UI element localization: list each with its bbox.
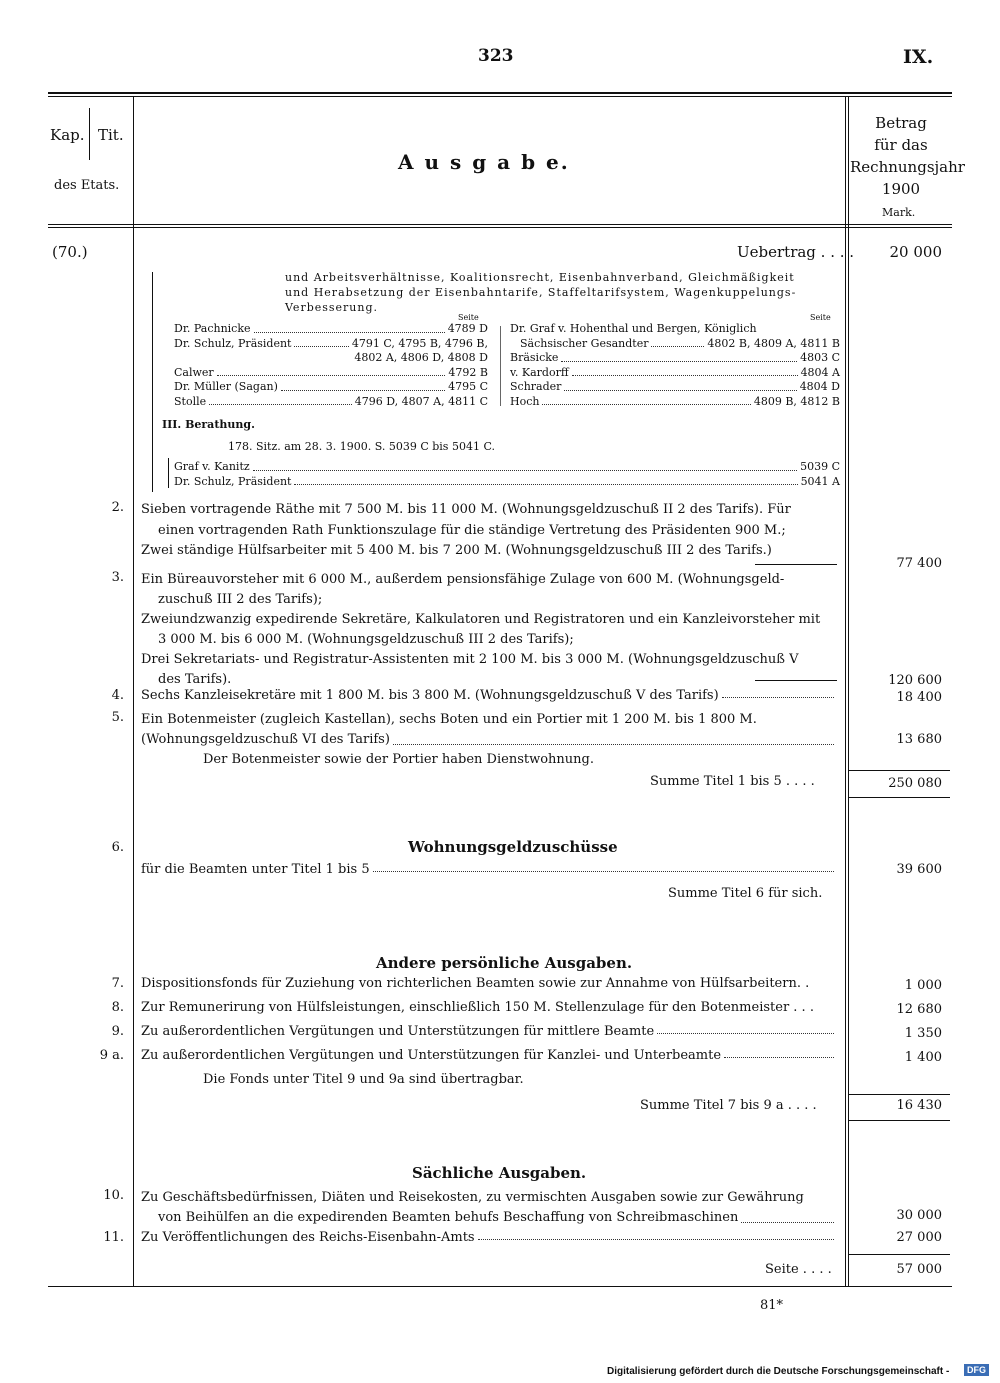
speaker-row: Dr. Schulz, Präsident 4791 C, 4795 B, 4796 B, — [174, 336, 488, 350]
amount-6: 39 600 — [896, 862, 942, 877]
item-7-text: Dispositionsfonds für Zuziehung von richterlichen Beamten sowie zur Annahme von Hülfsarbeitern. . — [141, 976, 810, 991]
section-number: IX. — [903, 46, 934, 68]
subtotal-rule-3 — [755, 680, 837, 681]
speaker-row: Schrader 4804 D — [510, 380, 840, 393]
debate-divider — [500, 326, 501, 406]
seite-right: Seite — [810, 313, 831, 322]
amount-7: 1 000 — [904, 978, 942, 993]
table-title: A u s g a b e. — [398, 150, 570, 174]
seite-label: Seite . . . . — [765, 1262, 832, 1277]
sum-rule-3 — [848, 1254, 950, 1255]
speaker-row: Hoch 4809 B, 4812 B — [510, 394, 840, 408]
dfg-credit: Digitalisierung gefördert durch die Deutsche Forschungsgemeinschaft - — [607, 1366, 950, 1377]
tit-11: 11. — [103, 1230, 124, 1245]
top-rule — [48, 92, 952, 94]
speaker-row: Sächsischer Gesandter 4802 B, 4809 A, 4811 B — [520, 336, 840, 350]
amount-5: 13 680 — [896, 732, 942, 747]
third-reading-session: 178. Sitz. am 28. 3. 1900. S. 5039 C bis 5041 C. — [228, 440, 495, 453]
tit-8: 8. — [111, 1000, 124, 1015]
sum-2-amount: 16 430 — [896, 1098, 942, 1113]
tit-5: 5. — [111, 710, 124, 725]
speaker-row: Bräsicke 4803 C — [510, 351, 840, 364]
tit-2: 2. — [111, 500, 124, 515]
speaker-row: Dr. Müller (Sagan) 4795 C — [174, 380, 488, 393]
item-8-text: Zur Remunerirung von Hülfsleistungen, einschließlich 150 M. Stellenzulage für den Botenmeister . . . — [141, 1000, 814, 1015]
item-6-text: für die Beamten unter Titel 1 bis 5 — [141, 862, 837, 877]
tit-column-rule — [133, 96, 134, 1286]
speaker-row: Dr. Pachnicke 4789 D — [174, 322, 488, 335]
debate-topic: und Arbeitsverhältnisse, Koalitionsrecht, Eisenbahnverband, Gleichmäßigkeit und Herabsetzung der Eisenbahntarife, Staffeltarifsystem, Wagenkuppelungs- Verbesserung. — [285, 271, 797, 314]
speaker-row: v. Kardorff 4804 A — [510, 365, 840, 379]
amount-9: 1 350 — [904, 1026, 942, 1041]
item-4-text: Sechs Kanzleisekretäre mit 1 800 M. bis 3 800 M. (Wohnungsgeldzuschuß V des Tarifs) — [141, 688, 837, 703]
third-reading-bracket — [168, 458, 169, 488]
sum-2-label: Summe Titel 7 bis 9 a . . . . — [640, 1098, 817, 1113]
item-11-text: Zu Veröffentlichungen des Reichs-Eisenbahn-Amts — [141, 1230, 837, 1245]
item-5-text: Ein Botenmeister (zugleich Kastellan), sechs Boten und ein Portier mit 1 200 M. bis 1 800 M. (Wohnungsgeldzuschuß VI des Tarifs) Der Botenmeister sowie der Portier haben Dienstwohnung. — [141, 710, 841, 770]
tit-6: 6. — [111, 840, 124, 855]
seite-left: Seite — [458, 313, 479, 322]
speaker-row: Stolle 4796 D, 4807 A, 4811 C — [174, 394, 488, 408]
tit-9: 9. — [111, 1024, 124, 1039]
amount-10: 30 000 — [896, 1208, 942, 1223]
sum-rule-1b — [848, 797, 950, 798]
material-heading: Sächliche Ausgaben. — [412, 1164, 587, 1182]
sum-1-label: Summe Titel 1 bis 5 . . . . — [650, 774, 815, 789]
third-reading-list — [174, 460, 840, 489]
amount-8: 12 680 — [896, 1002, 942, 1017]
top-rule-thin — [48, 96, 952, 97]
other-personal-heading: Andere persönliche Ausgaben. — [376, 954, 633, 972]
tit-4: 4. — [111, 688, 124, 703]
header-rule — [48, 224, 952, 225]
amount-2: 77 400 — [896, 556, 942, 571]
item-9a-note: Die Fonds unter Titel 9 und 9a sind übertragbar. — [203, 1072, 524, 1087]
amount-9a: 1 400 — [904, 1050, 942, 1065]
debate-bracket — [152, 272, 153, 492]
sum-1-amount: 250 080 — [888, 776, 942, 791]
debate-right-list — [510, 322, 840, 409]
debate-left-list — [174, 322, 488, 409]
uebertrag-label: Uebertrag . . . . — [737, 243, 855, 261]
sum-rule-2 — [848, 1094, 950, 1095]
col-betrag: Betrag für das Rechnungsjahr 1900 — [850, 114, 965, 198]
tit-10: 10. — [103, 1188, 124, 1203]
sum-rule-1 — [848, 770, 950, 771]
bottom-rule — [48, 1286, 952, 1287]
tit-3: 3. — [111, 570, 124, 585]
amount-column-rule — [845, 96, 846, 1286]
page-number: 323 — [478, 46, 514, 66]
third-reading-heading: III. Berathung. — [162, 418, 255, 431]
kap-tit-divider — [89, 108, 90, 160]
tit-9a: 9 a. — [99, 1048, 124, 1063]
col-des-etats: des Etats. — [54, 178, 120, 193]
header-rule-2 — [48, 227, 952, 228]
dfg-logo[interactable]: DFG — [964, 1364, 989, 1376]
amount-11: 27 000 — [896, 1230, 942, 1245]
speaker-row: 4802 A, 4806 D, 4808 D — [354, 351, 488, 364]
amount-3: 120 600 — [888, 673, 942, 688]
item-10-text: Zu Geschäftsbedürfnissen, Diäten und Reisekosten, zu vermischten Ausgaben sowie zur Gewährung von Beihülfen an die expedirenden Beamten behufs Beschaffung von Schreibmaschinen — [141, 1188, 841, 1228]
item-3-text: Ein Büreauvorsteher mit 6 000 M., außerdem pensionsfähige Zulage von 600 M. (Wohnungsgeld- zuschuß III 2 des Tarifs); Zweiundzwanzig expedirende Sekretäre, Kalkulatoren und Registratoren und ein Kanzleivorsteher mit 3 000 M. bis 6 000 M. (Wohnungsgeldzuschuß III 2 des Tarifs); Drei Sekretariats- und Registratur-Assistenten mit 2 100 M. bis 3 000 M. (Wohnungsgeldzuschuß V des Tarifs). — [141, 572, 821, 687]
kap-number: (70.) — [52, 243, 88, 261]
sum-rule-2b — [848, 1120, 950, 1121]
col-unit: Mark. — [882, 206, 916, 219]
seite-amount: 57 000 — [896, 1262, 942, 1277]
signature-mark: 81* — [760, 1298, 784, 1313]
col-tit: Tit. — [98, 126, 124, 144]
item-2-text: Sieben vortragende Räthe mit 7 500 M. bis 11 000 M. (Wohnungsgeldzuschuß II 2 des Tarifs). Für einen vortragenden Rath Funktionszulage für die ständige Vertretung des Präsidenten 900 M.; Zwei ständige Hülfsarbeiter mit 5 400 M. bis 7 200 M. (Wohnungsgeldzuschuß III 2 des Tarifs.) — [141, 502, 791, 558]
speaker-row: Dr. Schulz, Präsident 5041 A — [174, 474, 840, 488]
amount-4: 18 400 — [896, 690, 942, 705]
amount-column-rule-inner — [848, 96, 849, 1286]
item-9a-text: Zu außerordentlichen Vergütungen und Unterstützungen für Kanzlei- und Unterbeamte — [141, 1048, 837, 1063]
speaker-row: Dr. Graf v. Hohenthal und Bergen, Königlich — [510, 322, 757, 335]
uebertrag-amount: 20 000 — [889, 243, 942, 261]
subtotal-rule-2 — [755, 564, 837, 565]
sum-6-label: Summe Titel 6 für sich. — [668, 886, 823, 901]
tit-7: 7. — [111, 976, 124, 991]
item-9-text: Zu außerordentlichen Vergütungen und Unterstützungen für mittlere Beamte — [141, 1024, 837, 1039]
speaker-row: Calwer 4792 B — [174, 365, 488, 379]
col-kap: Kap. — [50, 126, 85, 144]
wohnungsgeld-heading: Wohnungsgeldzuschüsse — [408, 838, 618, 856]
speaker-row: Graf v. Kanitz 5039 C — [174, 460, 840, 473]
